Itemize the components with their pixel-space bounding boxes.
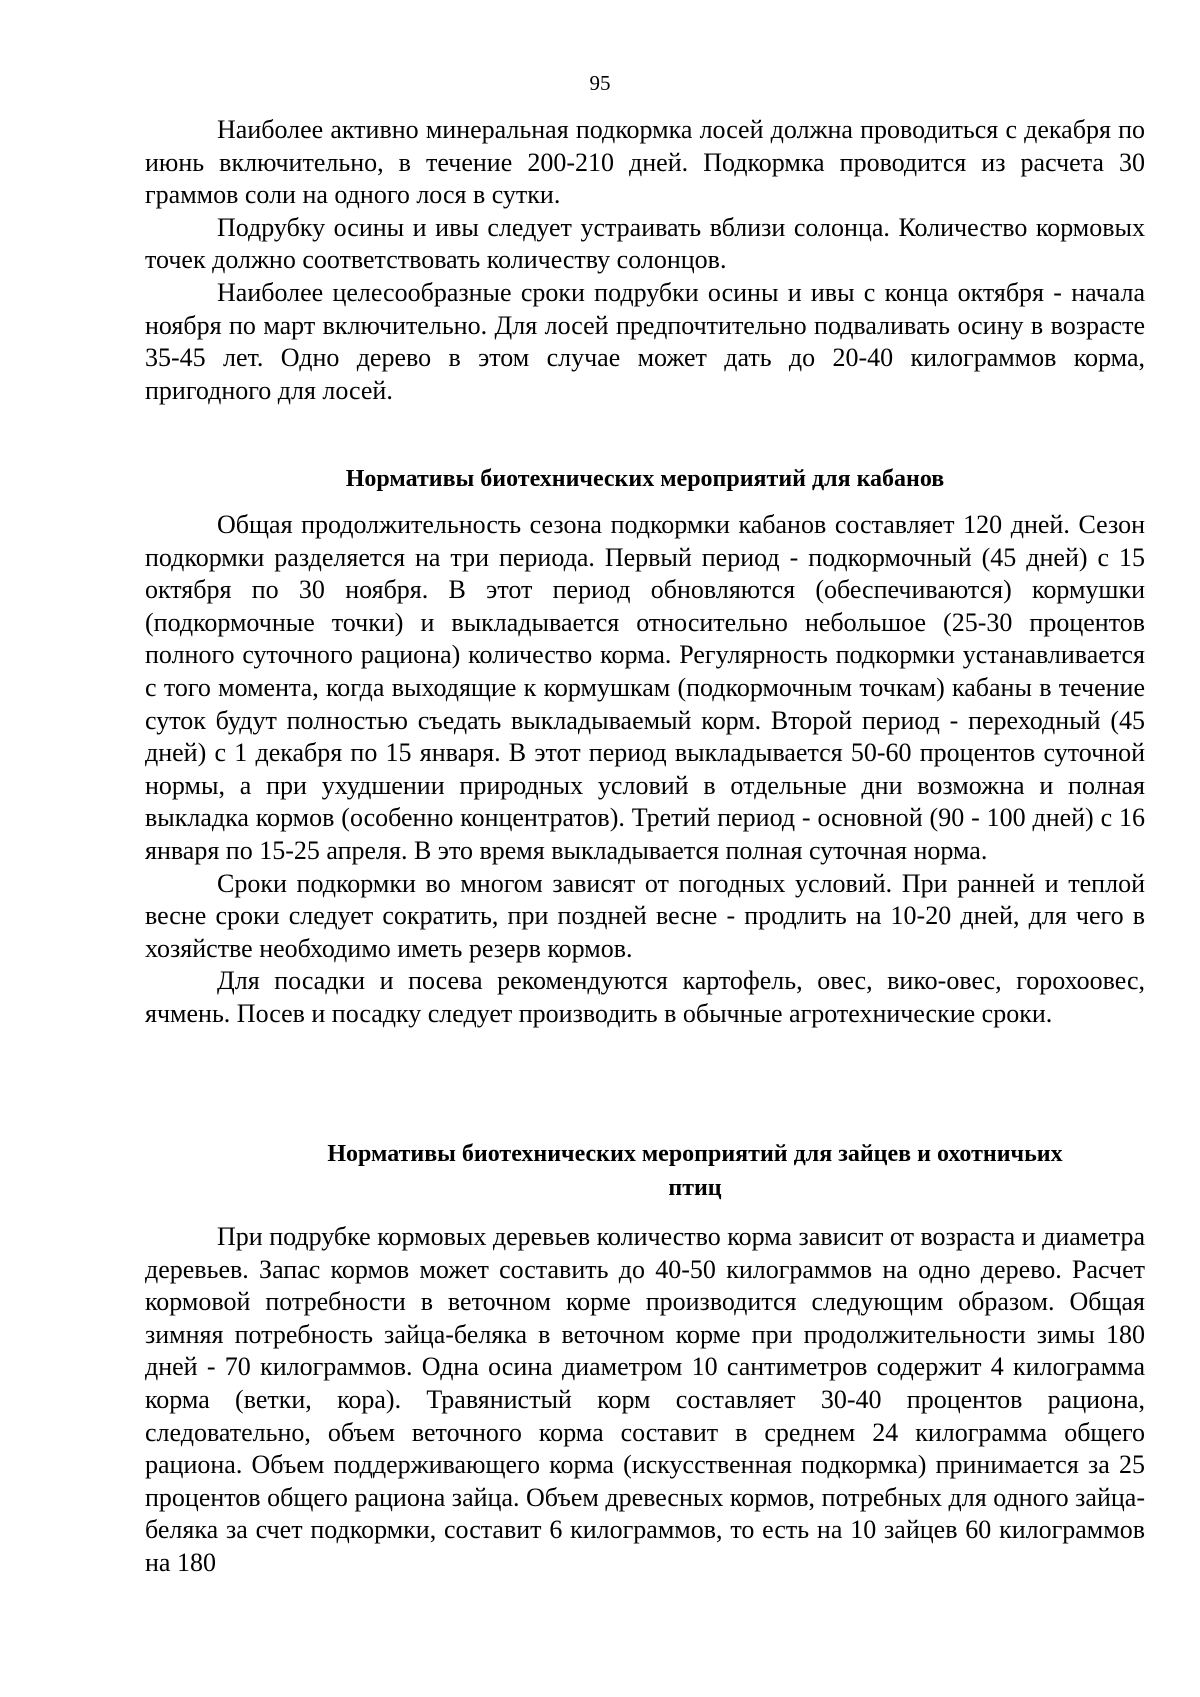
paragraph: Сроки подкормки во многом зависят от погодных условий. При ранней и теплой весне сроки следует сократить, при поздней весне - продлить на 10-20 дней, для чего в хозяйстве необходимо иметь резерв кормов. — [145, 868, 1145, 963]
section-heading-boars: Нормативы биотехнических мероприятий для кабанов — [345, 466, 945, 492]
paragraph: Общая продолжительность сезона подкормки кабанов составляет 120 дней. Сезон подкормки разделяется на три периода. Первый период - подкормочный (45 дней) с 15 октября по 30 ноября. В этот период обновляются (обеспечиваются) кормушки (подкормочные точки) и выкладывается относительно небольшое (25-30 процентов полного суточного рациона) количество корма. Регулярность подкормки устанавливается с того момента, когда выходящие к кормушкам (подкормочным точкам) кабаны в течение суток будут полностью съедать выкладываемый корм. Второй период - переходный (45 дней) с 1 декабря по 15 января. В этот период выкладывается 50-60 процентов суточной нормы, а при ухудшении природных условий в отдельные дни возможна и полная выкладка кормов (особенно концентратов). Третий период - основной (90 - 100 дней) с 16 января по 15-25 апреля. В это время выкладывается полная суточная норма. — [145, 510, 1145, 865]
section-heading-hares-birds — [250, 1137, 1140, 1205]
heading-line: птиц — [668, 1175, 722, 1201]
hares-feeding-text — [145, 1221, 1145, 1580]
paragraph: Наиболее активно минеральная подкормка лосей должна проводиться с декабря по июнь включительно, в течение 200-210 дней. Подкормка проводится из расчета 30 граммов соли на одного лося в сутки. — [145, 115, 1145, 210]
paragraph: Для посадки и посева рекомендуются картофель, овес, вико-овес, горохоовес, ячмень. Посев и посадку следует производить в обычные агротехнические сроки. — [145, 966, 1145, 1028]
paragraph: Подрубку осины и ивы следует устраивать вблизи солонца. Количество кормовых точек должно соответствовать количеству солонцов. — [145, 212, 1145, 275]
paragraph: Наиболее целесообразные сроки подрубки осины и ивы с конца октября - начала ноября по март включительно. Для лосей предпочтительно подваливать осину в возрасте 35-45 лет. Одно дерево в этом случае может дать до 20-40 килограммов корма, пригодного для лосей. — [145, 277, 1145, 405]
heading-line: Нормативы биотехнических мероприятий для зайцев и охотничьих — [327, 1141, 1063, 1167]
boars-feeding-text — [145, 509, 1145, 1031]
paragraph: При подрубке кормовых деревьев количество корма зависит от возраста и диаметра деревьев. Запас кормов может составить до 40-50 килограммов на одно дерево. Расчет кормовой потребности в веточном корме производится следующим образом. Общая зимняя потребность зайца-беляка в веточном корме при продолжительности зимы 180 дней - 70 килограммов. Одна осина диаметром 10 сантиметров содержит 4 килограмма корма (ветки, кора). Травянистый корм составляет 30-40 процентов рациона, следовательно, объем веточного корма составит в среднем 24 килограмма общего рациона. Объем поддерживающего корма (искусственная подкормка) принимается за 25 процентов общего рациона зайца. Объем древесных кормов, потребных для одного зайца-беляка за счет подкормки, составит 6 килограммов, то есть на 10 зайцев 60 килограммов на 180 — [145, 1222, 1145, 1577]
page-number: 95 — [589, 71, 611, 95]
moose-feeding-text — [145, 114, 1145, 407]
